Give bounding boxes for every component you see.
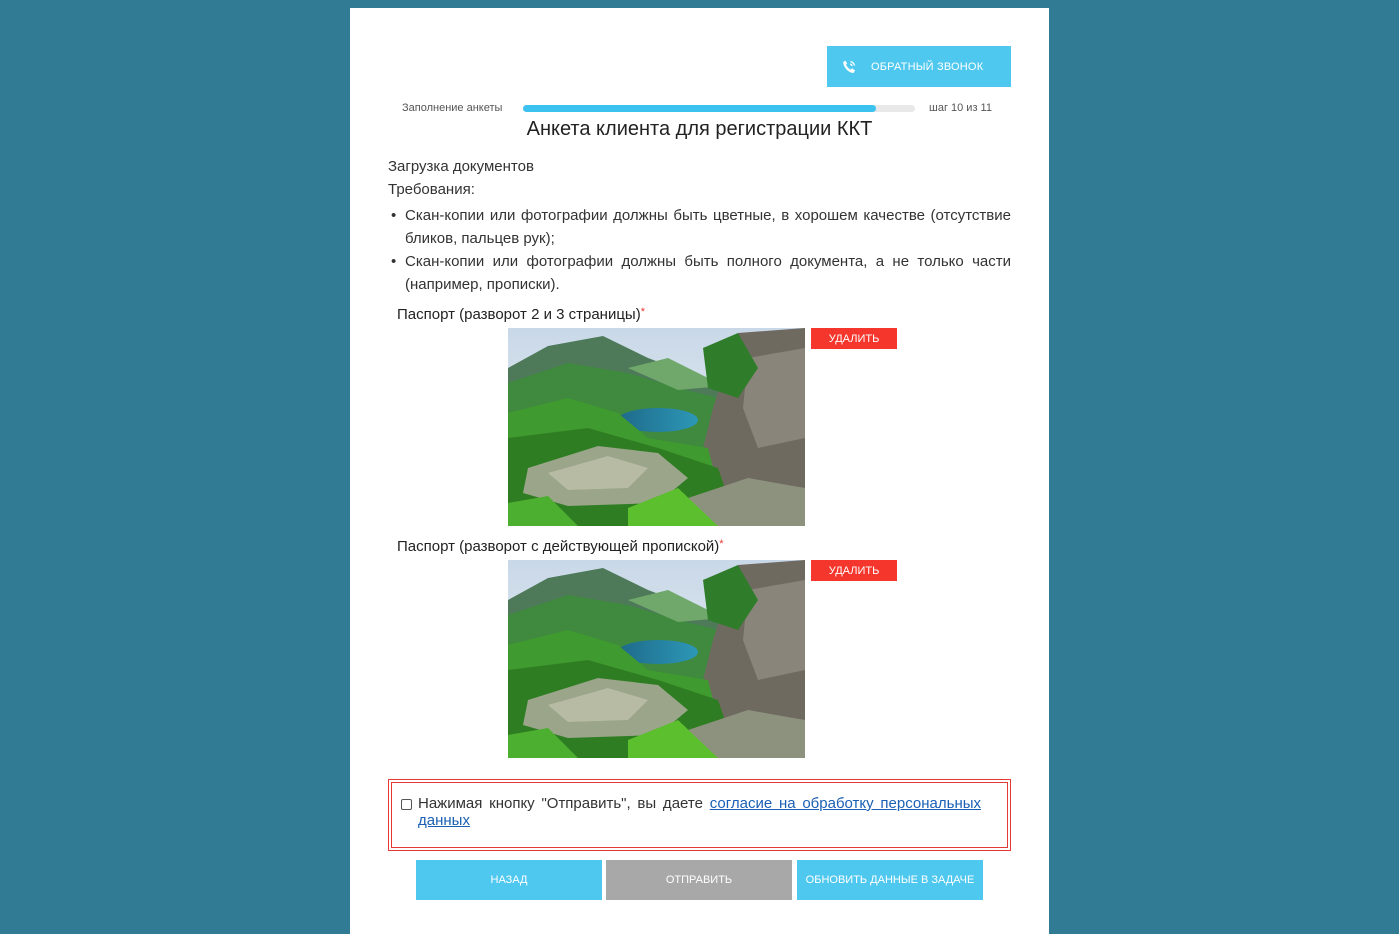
- delete-photo-button[interactable]: УДАЛИТЬ: [811, 560, 897, 581]
- progress-fill: [523, 105, 876, 112]
- requirement-item: • Скан-копии или фотографии должны быть полного документа, а не только части (например, прописки).: [388, 250, 1011, 296]
- consent-link[interactable]: согласие на обработку персональных данных: [418, 795, 982, 829]
- send-button[interactable]: ОТПРАВИТЬ: [606, 860, 792, 900]
- requirements-title: Требования:: [388, 181, 475, 198]
- progress-label: Заполнение анкеты: [402, 102, 503, 114]
- phone-icon: [841, 59, 857, 75]
- uploaded-photo-preview: [508, 328, 805, 526]
- document-label-text: Паспорт (разворот 2 и 3 страницы): [397, 306, 641, 323]
- document-label-text: Паспорт (разворот с действующей пропиской): [397, 538, 720, 555]
- page-title: Анкета клиента для регистрации ККТ: [526, 118, 873, 140]
- requirements-list: [388, 204, 1011, 296]
- progress-track: [523, 105, 915, 112]
- required-mark: *: [640, 306, 645, 318]
- consent-checkbox[interactable]: [401, 799, 412, 810]
- consent-text: [418, 795, 981, 829]
- back-button[interactable]: НАЗАД: [416, 860, 602, 900]
- progress-bar-row: [402, 101, 1002, 117]
- form-card: [350, 8, 1049, 934]
- consent-box: [388, 779, 1011, 851]
- consent-text-prefix: Нажимая кнопку "Отправить", вы даете: [418, 795, 710, 812]
- document-label: [397, 306, 645, 323]
- document-label: [397, 538, 724, 555]
- callback-label: ОБРАТНЫЙ ЗВОНОК: [871, 60, 984, 73]
- required-mark: *: [719, 538, 724, 550]
- section-title: Загрузка документов: [388, 158, 534, 175]
- callback-button[interactable]: [827, 46, 1011, 87]
- uploaded-photo-preview: [508, 560, 805, 758]
- delete-photo-button[interactable]: УДАЛИТЬ: [811, 328, 897, 349]
- update-task-button[interactable]: ОБНОВИТЬ ДАННЫЕ В ЗАДАЧЕ: [797, 860, 983, 900]
- requirement-item: • Скан-копии или фотографии должны быть цветные, в хорошем качестве (отсутствие бликов, пальцев рук);: [388, 204, 1011, 250]
- progress-step: шаг 10 из 11: [929, 102, 992, 114]
